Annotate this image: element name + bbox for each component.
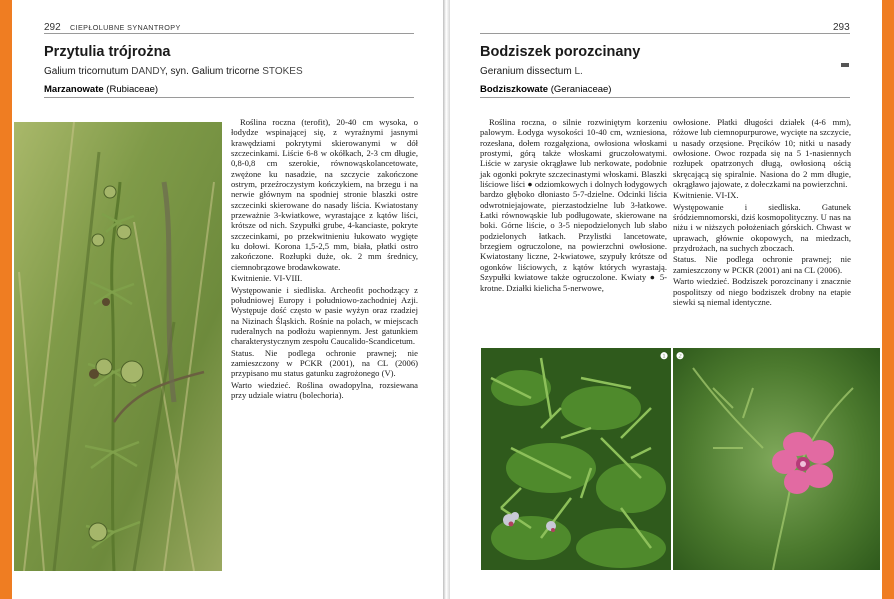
description-continued: owłosione. Płatki długości działek (4-6 mm), różowe lub ciemnopurpurowe, wycięte na szczycie, u nasady orzęsione. Pręcików 10; nitki u nasady owłosione. Owoc rozpada się na 5 1-nasiennych rozłupek opatrzonych długą, owłosioną ością skręcającą się spiralnie. Nasiona do 2 mm długie, okrągławo jajowate, z dołeczkami na powierzchni. xyxy=(673,117,851,190)
right-page xyxy=(450,0,882,599)
header-rule xyxy=(44,33,414,34)
family-name: Marzanowate xyxy=(44,84,104,95)
latin-name-line xyxy=(44,66,303,77)
status-paragraph: Status. Nie podlega ochronie prawnej; nie zamieszczony w PCKR (2001) ani na CL (2006). xyxy=(673,254,851,275)
flowering-paragraph: Kwitnienie. VI-VIII. xyxy=(231,273,303,284)
family-latin: (Rubiaceae) xyxy=(106,84,159,95)
geranium-flower-photo xyxy=(673,348,880,570)
right-page-number: 293 xyxy=(833,22,850,33)
status-paragraph: Status. Nie podlega ochronie prawnej; nie zamieszczony w PCKR (2001), na CL (2006) przypisano mu status gatunku zagrożonego (V). xyxy=(231,347,418,379)
synonym-prefix: , syn. xyxy=(164,66,189,77)
flowering-paragraph: Kwitnienie. VI-IX. xyxy=(673,190,739,201)
header-rule xyxy=(480,33,850,34)
left-page xyxy=(12,0,443,599)
plant-photo-galium xyxy=(14,122,222,571)
description-paragraph: Roślina roczna, o silnie rozwiniętym korzeniu palowym. Łodyga wysokości 10-40 cm, wzniesiona, rozesłana, dołem rozgałęziona, owłosiona włoskami prostymi, górą także włoskami gruczołowatymi. Liście w zarysie okrągławe lub nerkowate, podobnie jak ogonki pokryte szczecinastymi włoskami. Blaszki liściowe liści ● odziomkowych i dolnych łodygowych bardzo głęboko dłoniasto 5-7-dzielne. Odcinki liścia odwrotniejajowate, pierzastodzielne lub 3-łatkowe. Łatki równowąskie lub podługowate, skierowane na boki. Górne liście, o 3-5 niepodzielonych lub słabo podzielonych łatkach. Przylistki lancetowate, brzegiem ogruczolone, na powierzchni owłosione. Kwiatostany liczne, 2-kwiatowe, szypuły krótsze od ogonków liściowych, z kątów których wyrastają. Szypułki kwiatowe także ogruczolone. Kwiaty ● 5-krotne. Działki kielicha 5-nerwowe, xyxy=(480,117,667,293)
galium-photo xyxy=(14,122,222,571)
plant-photo-geranium-flower xyxy=(673,348,880,570)
family-name: Bodziszkowate xyxy=(480,84,549,95)
latin-name-line xyxy=(480,66,583,77)
species-title: Przytulia trójrożna xyxy=(44,44,171,60)
book-spine xyxy=(443,0,450,599)
geranium-description-col1 xyxy=(480,117,667,294)
left-page-number: 292 xyxy=(44,22,61,33)
page-edge-marker-icon xyxy=(841,63,849,67)
family-rule xyxy=(44,97,414,98)
facts-paragraph: Warto wiedzieć. Roślina owadopylna, rozsiewana przy udziale wiatru (bolechoria). xyxy=(231,379,418,400)
photo-label-1: ❶ xyxy=(660,351,669,361)
facts-paragraph: Warto wiedzieć. Bodziszek porozcinany i znacznie pospolitszy od niego bodziszek drobny na etapie siewki są niemal identyczne. xyxy=(673,276,851,307)
description-paragraph: Roślina roczna (terofit), 20-40 cm wysoka, o łodydze wspinającej się, z wyraźnymi jasnymi krawędziami pokrytymi skierowanymi w dół szczecinkami. Liście 6-8 w okółkach, 2-3 cm długie, 0,8-0,8 cm szerokie, równowąskolancetowate, zwężone ku nasadzie, na szczycie zakończone ostrym, przeźroczystym kończykiem, na brzegu i na nerwie głównym na spodniej stronie blaszki ostre szczecinki skierowane do nasady liścia. Kwiatostany przeważnie 3-kwiatkowe, wyrastające z kątów liści, krótsze od nich. Szypułki grube, 4-kanciaste, pokryte szczecinkami, po przekwitnieniu łukowato wygięte ku dołowi. Korona 1,5-2,5 mm, biała, płatki ostro zakończone. Rozłupki duże, ok. 2 mm średnicy, ciemnobrązowe brodawkowate. xyxy=(231,117,418,272)
family-line xyxy=(44,84,158,95)
latin-author: L. xyxy=(574,66,583,77)
geranium-description-col2 xyxy=(673,117,851,308)
family-line xyxy=(480,84,611,95)
geranium-foliage-photo xyxy=(481,348,671,570)
plant-photo-geranium-foliage xyxy=(481,348,671,570)
species-title: Bodziszek porozcinany xyxy=(480,44,641,60)
latin-name: Geranium dissectum xyxy=(480,66,572,77)
running-head: CIEPŁOLUBNE SYNANTROPY xyxy=(70,23,181,32)
family-rule xyxy=(480,97,850,98)
latin-name: Galium tricornutum xyxy=(44,66,129,77)
family-latin: (Geraniaceae) xyxy=(550,84,612,95)
galium-description xyxy=(231,117,418,401)
latin-author: DANDY xyxy=(131,66,165,77)
synonym-author: STOKES xyxy=(262,66,303,77)
synonym-name: Galium tricorne xyxy=(191,66,260,77)
photo-label-2: ❷ xyxy=(676,351,685,361)
habitat-paragraph: Występowanie i siedliska. Gatunek śródziemnomorski, dziś kosmopolityczny. U nas na niżu i w niższych położeniach górskich. Chwast w uprawach, głównie okopowych, na miedzach, przydrożach, na suchych zboczach. xyxy=(673,201,851,254)
habitat-paragraph: Występowanie i siedliska. Archeofit pochodzący z południowej Europy i południowo-zachodniej Azji. Występuje dość często w pasie wyżyn oraz rzadziej na Nizinach Śląskich. Rośnie na polach, w miejscach ruderalnych na podłożu wapiennym. Jest gatunkiem charakterystycznym zespołu Caucalido-Scandicetum. xyxy=(231,284,418,347)
